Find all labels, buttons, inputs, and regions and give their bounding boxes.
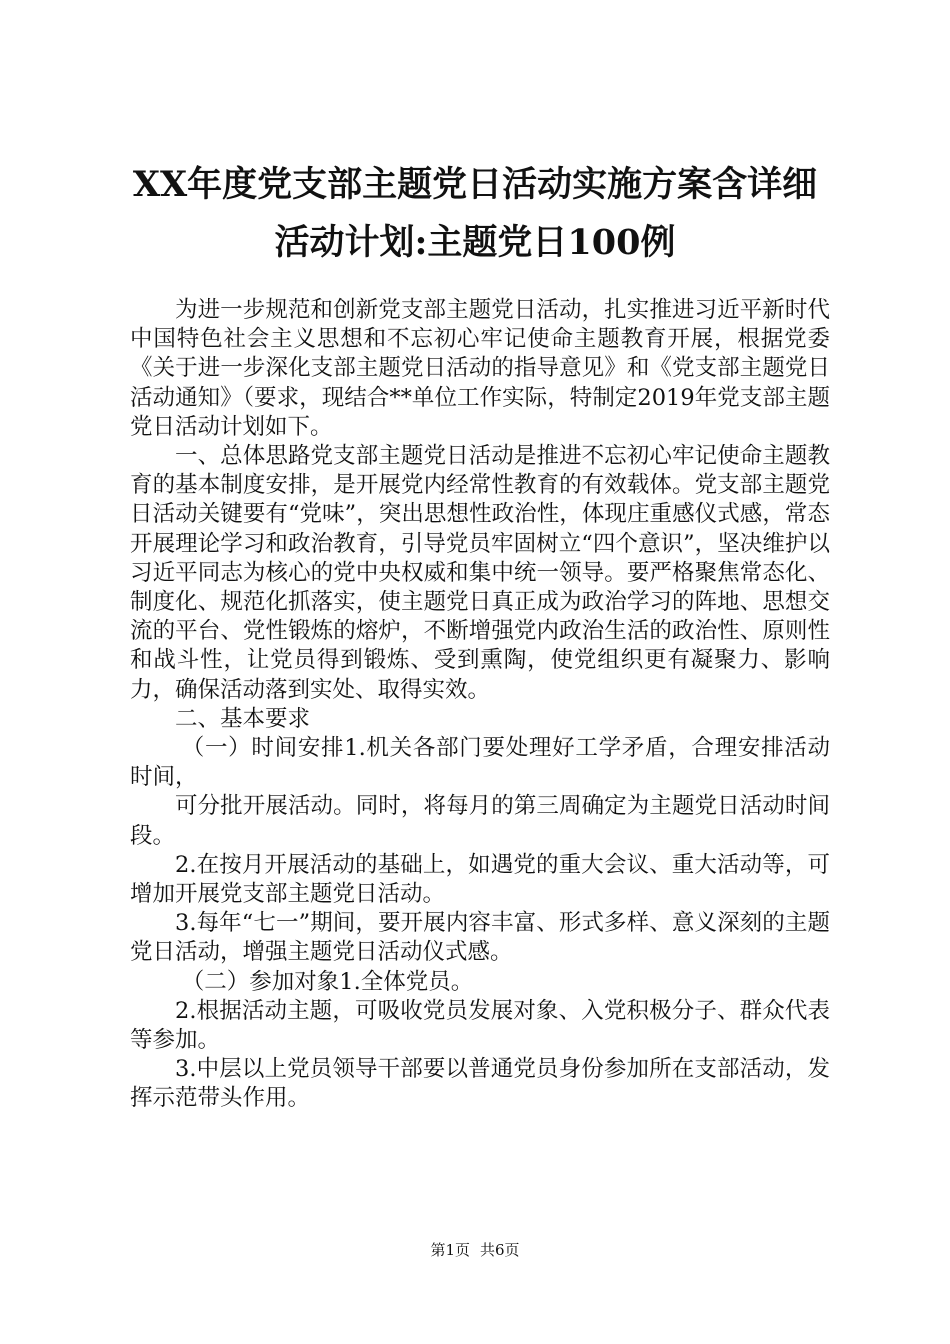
paragraph-schedule-item-3: 3.每年“七一”期间，要开展内容丰富、形式多样、意义深刻的主题党日活动，增强主题党日活动仪式感。	[130, 910, 830, 966]
page-footer	[0, 1240, 950, 1260]
section-basic-requirements-heading: 二、基本要求	[175, 705, 311, 732]
subsection-schedule: （一）时间安排1.机关各部门要处理好工学矛盾，合理安排活动时间，	[130, 735, 830, 791]
paragraph-participants-item-3: 3.中层以上党员领导干部要以普通党员身份参加所在支部活动，发挥示范带头作用。	[130, 1056, 830, 1112]
paragraph-participants-item-2: 2.根据活动主题，可吸收党员发展对象、入党积极分子、群众代表等参加。	[130, 997, 830, 1054]
document-title-line-2: 活动计划:主题党日100例	[274, 222, 676, 263]
section-overall-approach: 一、总体思路党支部主题党日活动是推进不忘初心牢记使命主题教育的基本制度安排，是开展党内经常性教育的有效载体。党支部主题党日活动关键要有“党味”，突出思想性政治性，体现庄重感仪式感，常态开展理论学习和政治教育，引导党员牢固树立“四个意识”，坚决维护以习近平同志为核心的党中央权威和集中统一领导。要严格聚焦常态化、制度化、规范化抓落实，使主题党日真正成为政治学习的阵地、思想交流的平台、党性锻炼的熔炉，不断增强党内政治生活的政治性、原则性和战斗性，让党员得到锻炼、受到熏陶，使党组织更有凝聚力、影响力，确保活动落到实处、取得实效。	[130, 443, 830, 703]
paragraph-schedule-batches: 可分批开展活动。同时，将每月的第三周确定为主题党日活动时间段。	[130, 793, 830, 849]
paragraph-schedule-item-2: 2.在按月开展活动的基础上，如遇党的重大会议、重大活动等，可增加开展党支部主题党日活动。	[130, 851, 830, 908]
intro-paragraph: 为进一步规范和创新党支部主题党日活动，扎实推进习近平新时代中国特色社会主义思想和不忘初心牢记使命主题教育开展，根据党委《关于进一步深化支部主题党日活动的指导意见》和《党支部主题党日活动通知》（要求，现结合**单位工作实际，特制定2019年党支部主题党日活动计划如下。	[130, 297, 830, 440]
document-body	[130, 296, 830, 1114]
page-number-total: 共6页	[480, 1241, 520, 1259]
page-number-current: 第1页	[430, 1241, 470, 1259]
document-title-line-1: XX年度党支部主题党日活动实施方案含详细	[132, 164, 818, 205]
subsection-participants: （二）参加对象1.全体党员。	[181, 968, 474, 995]
